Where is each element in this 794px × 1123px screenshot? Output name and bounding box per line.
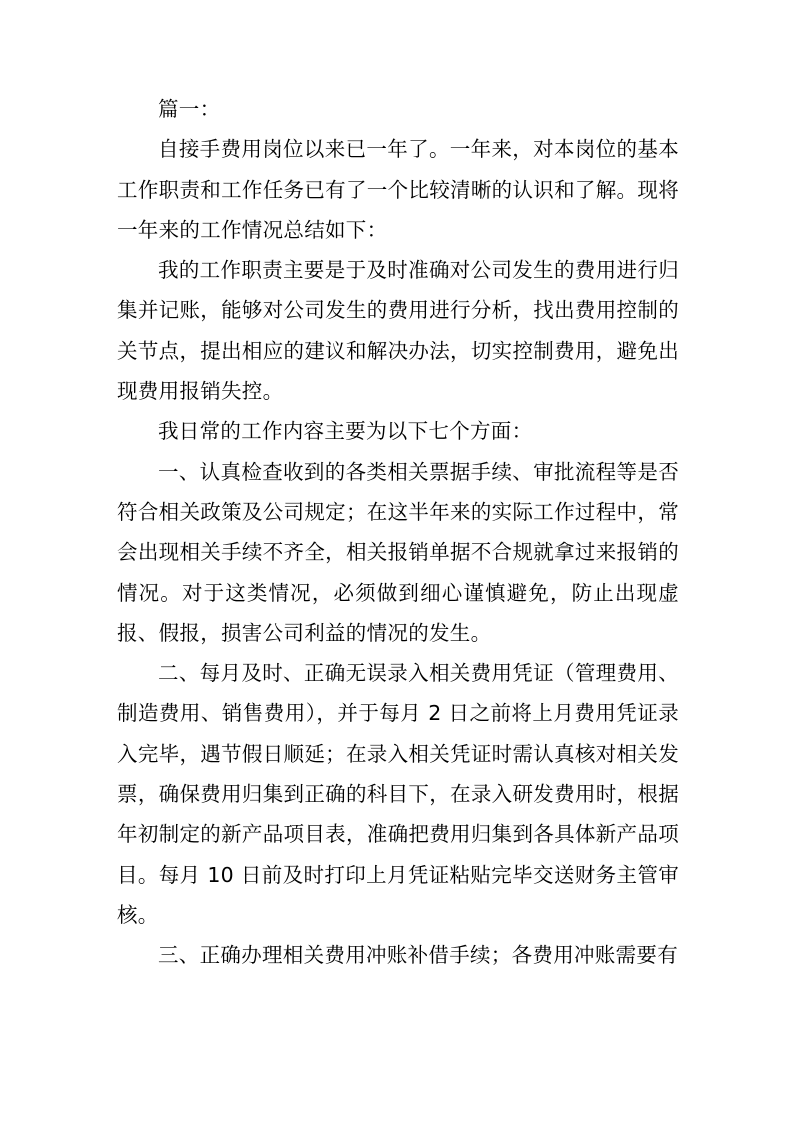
body-paragraph-intro: 自接手费用岗位以来已一年了。一年来，对本岗位的基本工作职责和工作任务已有了一个比较清晰的认识和了解。现将一年来的工作情况总结如下： (117, 137, 679, 242)
body-paragraph-daily-work: 我日常的工作内容主要为以下七个方面： (158, 419, 533, 444)
body-paragraph-item-2: 二、每月及时、正确无误录入相关费用凭证（管理费用、制造费用、销售费用），并于每月 2 日之前将上月费用凭证录入完毕，遇节假日顺延；在录入相关凭证时需认真核对相关发票，确保费用归集到正确的科目下，在录入研发费用时，根据年初制定的新产品项目表，准确把费用归集到各具体新产品项目。每月 10 日前及时打印上月凭证粘贴完毕交送财务主管审核。 (117, 661, 679, 927)
body-paragraph-duties: 我的工作职责主要是于及时准确对公司发生的费用进行归集并记账，能够对公司发生的费用进行分析，找出费用控制的关节点，提出相应的建议和解决办法，切实控制费用，避免出现费用报销失控。 (117, 258, 679, 404)
section-heading: 篇一： (158, 97, 221, 121)
body-paragraph-item-3: 三、正确办理相关费用冲账补借手续；各费用冲账需要有 (158, 943, 678, 968)
body-paragraph-item-1: 一、认真检查收到的各类相关票据手续、审批流程等是否符合相关政策及公司规定；在这半年来的实际工作过程中，常会出现相关手续不齐全，相关报销单据不合规就拿过来报销的情况。对于这类情况，必须做到细心谨慎避免，防止出现虚报、假报，损害公司利益的情况的发生。 (117, 459, 679, 645)
